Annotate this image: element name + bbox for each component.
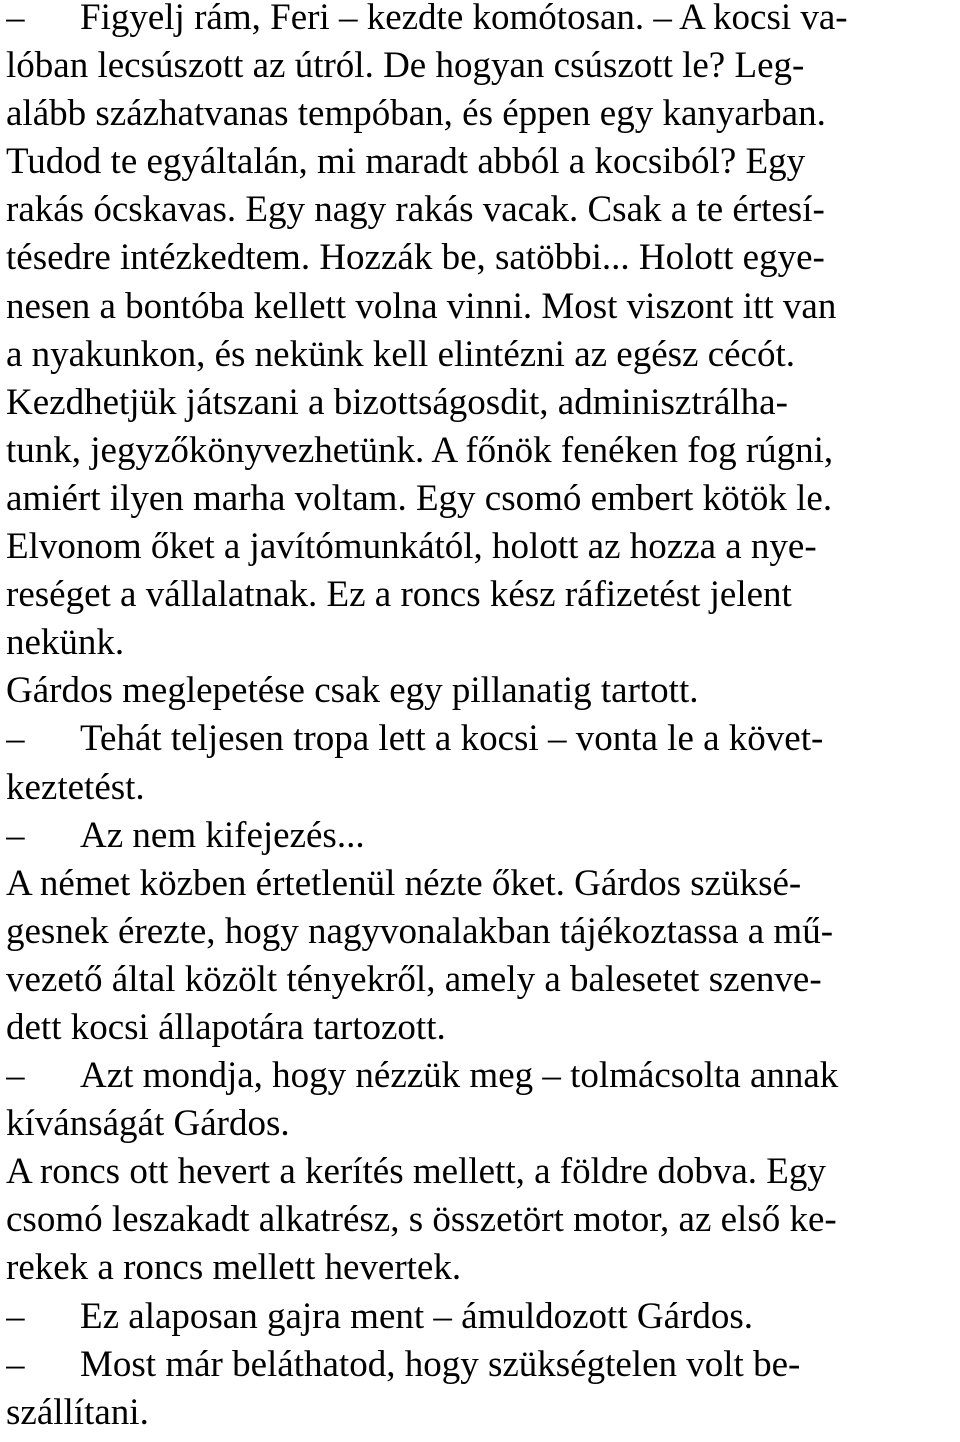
line-text: alább százhatvanas tempóban, és éppen egy kanyarban.: [6, 93, 826, 135]
text-line: [6, 475, 952, 523]
text-line: [6, 234, 952, 282]
text-line: [6, 1100, 952, 1148]
text-line: [6, 379, 952, 427]
line-text: Kezdhetjük játszani a bizottságosdit, adminisztrálha-: [6, 381, 788, 423]
text-line: [6, 571, 952, 619]
line-text: csomó leszakadt alkatrész, s összetört motor, az első ke-: [6, 1199, 837, 1241]
dialogue-dash: –: [6, 1055, 25, 1097]
line-text: lóban lecsúszott az útról. De hogyan csúszott le? Leg-: [6, 45, 805, 87]
line-text: rekek a roncs mellett hevertek.: [6, 1247, 462, 1289]
line-text: rakás ócskavas. Egy nagy rakás vacak. Csak a te értesí-: [6, 189, 825, 231]
text-line: [6, 715, 952, 763]
text-line: [6, 523, 952, 571]
line-text: Elvonom őket a javítómunkától, holott az hozza a nye-: [6, 526, 817, 568]
text-line: [6, 860, 952, 908]
line-text: Tehát teljesen tropa lett a kocsi – vonta le a követ-: [80, 718, 824, 760]
line-text: Figyelj rám, Feri – kezdte komótosan. – A kocsi va-: [80, 0, 848, 38]
text-line: [6, 0, 952, 42]
text-line: [6, 1293, 952, 1341]
line-text: keztetést.: [6, 766, 145, 808]
text-line: [6, 1052, 952, 1100]
line-text: tésedre intézkedtem. Hozzák be, satöbbi... Holott egye-: [6, 237, 825, 279]
line-text: vezető által közölt tényekről, amely a balesetet szenve-: [6, 958, 822, 1000]
text-line: [6, 812, 952, 860]
line-text: tunk, jegyzőkönyvezhetünk. A főnök fenéken fog rúgni,: [6, 429, 834, 471]
line-text: Az nem kifejezés...: [80, 814, 365, 856]
line-text: A német közben értetlenül nézte őket. Gárdos szüksé-: [6, 862, 802, 904]
line-text: Gárdos meglepetése csak egy pillanatig tartott.: [6, 670, 699, 712]
line-text: nesen a bontóba kellett volna vinni. Most viszont itt van: [6, 285, 837, 327]
text-line: [6, 283, 952, 331]
line-text: Azt mondja, hogy nézzük meg – tolmácsolta annak: [80, 1055, 839, 1097]
text-line: [6, 619, 952, 667]
line-text: szállítani.: [6, 1391, 149, 1433]
line-text: reséget a vállalatnak. Ez a roncs kész ráfizetést jelent: [6, 574, 792, 616]
line-text: amiért ilyen marha voltam. Egy csomó embert kötök le.: [6, 477, 833, 519]
text-line: [6, 908, 952, 956]
text-line: [6, 1148, 952, 1196]
text-line: [6, 186, 952, 234]
text-line: [6, 1341, 952, 1389]
text-line: [6, 427, 952, 475]
dialogue-dash: –: [6, 1295, 25, 1337]
text-line: [6, 42, 952, 90]
text-line: [6, 956, 952, 1004]
dialogue-dash: –: [6, 814, 25, 856]
text-line: [6, 331, 952, 379]
text-line: [6, 138, 952, 186]
line-text: Most már beláthatod, hogy szükségtelen volt be-: [80, 1343, 801, 1385]
dialogue-dash: –: [6, 0, 25, 38]
line-text: kívánságát Gárdos.: [6, 1103, 290, 1145]
text-line: [6, 90, 952, 138]
text-line: [6, 667, 952, 715]
dialogue-dash: –: [6, 1343, 25, 1385]
line-text: a nyakunkon, és nekünk kell elintézni az egész cécót.: [6, 333, 796, 375]
text-line: [6, 1389, 952, 1437]
text-line: [6, 764, 952, 812]
text-line: [6, 1004, 952, 1052]
document-text: [6, 0, 952, 1437]
line-text: nekünk.: [6, 622, 125, 664]
dialogue-dash: –: [6, 718, 25, 760]
line-text: gesnek érezte, hogy nagyvonalakban tájékoztassa a mű-: [6, 910, 834, 952]
line-text: A roncs ott hevert a kerítés mellett, a földre dobva. Egy: [6, 1151, 826, 1193]
line-text: dett kocsi állapotára tartozott.: [6, 1006, 446, 1048]
text-line: [6, 1196, 952, 1244]
text-line: [6, 1244, 952, 1292]
line-text: Ez alaposan gajra ment – ámuldozott Gárdos.: [80, 1295, 753, 1337]
line-text: Tudod te egyáltalán, mi maradt abból a kocsiból? Egy: [6, 141, 806, 183]
